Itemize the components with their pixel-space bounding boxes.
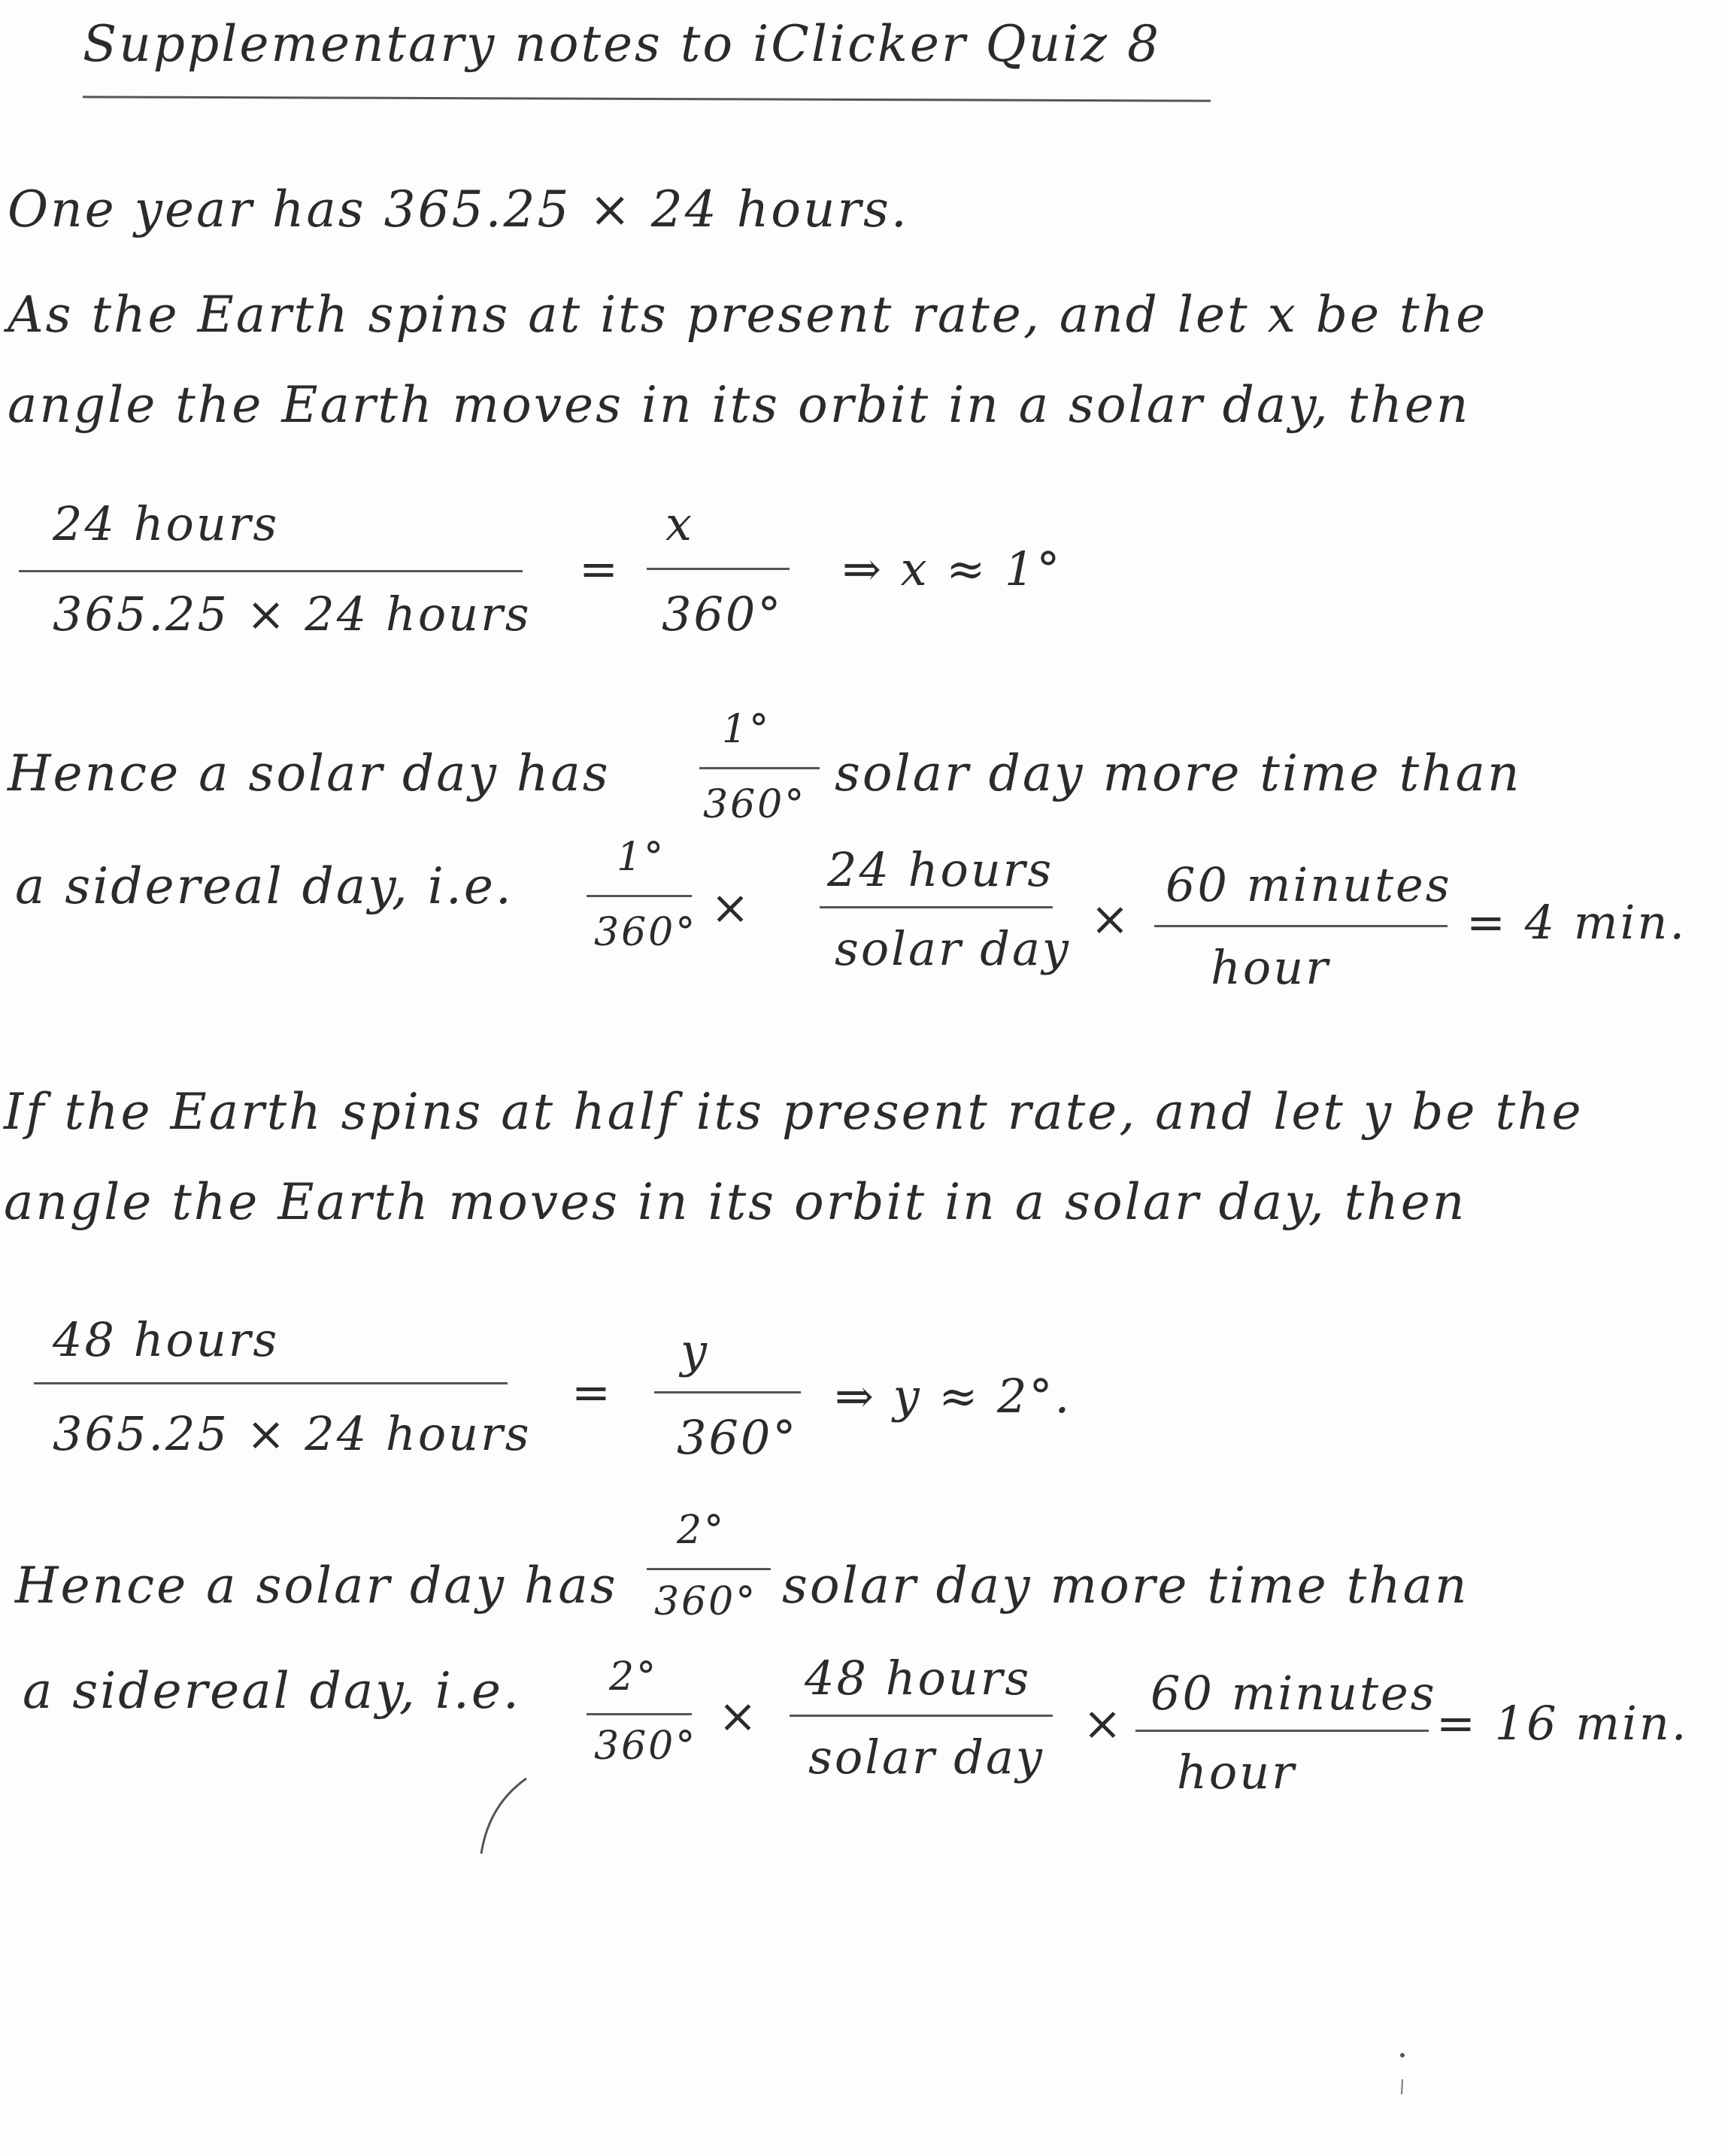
stray-pencil-dot: [1395, 2049, 1410, 2102]
para2-f2-denominator: solar day: [835, 921, 1071, 976]
para2-f3-denominator: hour: [1211, 940, 1330, 995]
page-title: Supplementary notes to iClicker Quiz 8: [83, 15, 1161, 73]
eq1-rhs-denominator: 360°: [662, 587, 784, 641]
para2-f2-bar: [820, 906, 1053, 908]
eq1-result: ⇒ x ≈ 1°: [842, 541, 1063, 596]
para4-fraction-bar: [647, 1568, 771, 1570]
para2-lead: Hence a solar day has: [8, 744, 611, 802]
para2-fraction-bar: [699, 767, 820, 769]
para1-line3: angle the Earth moves in its orbit in a solar day, then: [8, 376, 1471, 434]
eq2-rhs-numerator: y: [681, 1324, 710, 1378]
eq2-lhs-denominator: 365.25 × 24 hours: [53, 1406, 532, 1461]
eq1-lhs-numerator: 24 hours: [53, 496, 280, 551]
para4-fraction-numerator: 2°: [677, 1508, 726, 1553]
para2-fraction-numerator: 1°: [722, 707, 772, 752]
para4-f3-bar: [1135, 1730, 1429, 1732]
para3-line2: angle the Earth moves in its orbit in a solar day, then: [4, 1173, 1467, 1231]
para4-line2-lead: a sidereal day, i.e.: [23, 1662, 521, 1720]
eq2-rhs-denominator: 360°: [677, 1410, 799, 1465]
para2-tail: solar day more time than: [835, 744, 1522, 802]
para2-f2-numerator: 24 hours: [827, 842, 1054, 897]
para4-f2-bar: [790, 1715, 1053, 1717]
para2-f1-denominator: 360°: [594, 910, 698, 955]
para2-times1: ×: [711, 880, 752, 935]
eq2-rhs-fraction-bar: [654, 1391, 801, 1393]
para4-tail: solar day more time than: [782, 1557, 1469, 1615]
para2-line2-lead: a sidereal day, i.e.: [15, 857, 514, 915]
para2-f1-bar: [587, 895, 692, 897]
para2-f1-numerator: 1°: [617, 835, 666, 880]
para2-f3-numerator: 60 minutes: [1166, 857, 1452, 912]
title-underline: [83, 96, 1211, 102]
para1-line2: As the Earth spins at its present rate, and let x be the: [8, 286, 1488, 344]
eq2-lhs-numerator: 48 hours: [53, 1312, 280, 1367]
eq2-result: ⇒ y ≈ 2°.: [835, 1369, 1072, 1424]
para3-line1: If the Earth spins at half its present rate, and let y be the: [4, 1083, 1584, 1141]
eq2-equals: =: [571, 1365, 613, 1420]
para2-fraction-denominator: 360°: [703, 782, 807, 827]
para4-result: = 16 min.: [1436, 1696, 1689, 1751]
para4-times1: ×: [718, 1688, 759, 1743]
para1-line1: One year has 365.25 × 24 hours.: [8, 180, 909, 238]
eq1-lhs-fraction-bar: [19, 570, 523, 572]
eq1-equals: =: [579, 541, 620, 596]
para4-f3-numerator: 60 minutes: [1150, 1666, 1437, 1721]
para4-f2-numerator: 48 hours: [805, 1651, 1032, 1706]
para4-times2: ×: [1083, 1696, 1124, 1751]
para4-f1-numerator: 2°: [609, 1654, 659, 1700]
para4-f1-denominator: 360°: [594, 1724, 698, 1769]
para4-f3-denominator: hour: [1177, 1745, 1296, 1800]
para4-fraction-denominator: 360°: [654, 1579, 758, 1624]
stray-pencil-stroke: [474, 1775, 534, 1857]
eq1-rhs-numerator: x: [665, 496, 694, 551]
eq2-lhs-fraction-bar: [34, 1382, 508, 1384]
para2-f3-bar: [1154, 925, 1448, 927]
para4-f1-bar: [587, 1713, 692, 1715]
eq1-rhs-fraction-bar: [647, 568, 790, 570]
para2-times2: ×: [1090, 891, 1132, 946]
para4-f2-denominator: solar day: [808, 1730, 1044, 1785]
para2-result: = 4 min.: [1466, 895, 1687, 950]
para4-lead: Hence a solar day has: [15, 1557, 618, 1615]
eq1-lhs-denominator: 365.25 × 24 hours: [53, 587, 532, 641]
